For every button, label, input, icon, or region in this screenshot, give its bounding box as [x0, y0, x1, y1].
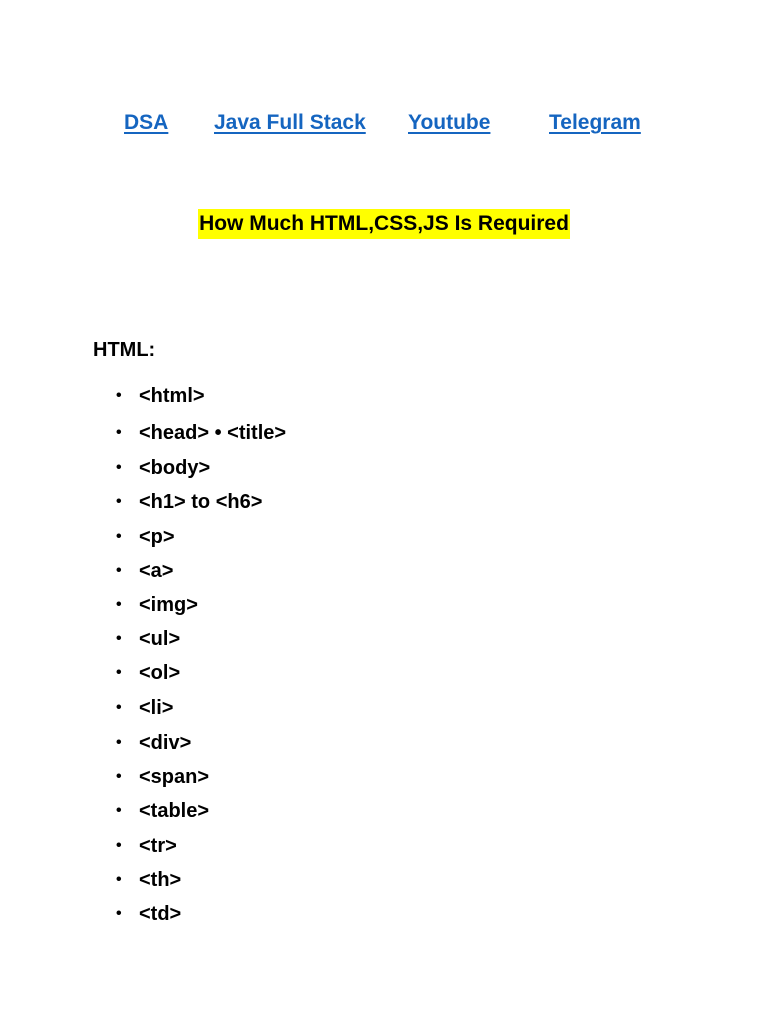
list-item — [116, 900, 181, 928]
list-item-text: <body> — [139, 457, 211, 479]
title-container — [0, 209, 768, 239]
list-item-text: <html> — [139, 385, 205, 407]
list-item-text: <ol> — [139, 662, 181, 684]
bullet-icon: • — [116, 493, 122, 510]
list-item — [116, 591, 198, 619]
list-item — [116, 523, 175, 551]
list-item — [116, 488, 262, 516]
list-item-text: <h1> to <h6> — [139, 491, 263, 513]
list-item-text: <li> — [139, 697, 174, 719]
list-item — [116, 454, 210, 482]
list-item — [116, 659, 180, 687]
bullet-icon: • — [116, 768, 122, 785]
list-item-text: <p> — [139, 526, 175, 548]
list-item-text: <div> — [139, 732, 192, 754]
html-section-heading: HTML: — [93, 339, 156, 361]
nav-link-dsa[interactable]: DSA — [124, 111, 169, 134]
list-item — [116, 694, 173, 722]
bullet-icon: • — [116, 596, 122, 613]
page-title: How Much HTML,CSS,JS Is Required — [198, 209, 570, 239]
bullet-icon: • — [116, 871, 122, 888]
list-item — [116, 763, 209, 791]
list-item-text: <td> — [139, 903, 182, 925]
list-item-text: <a> — [139, 560, 174, 582]
list-item-text: <th> — [139, 869, 182, 891]
list-item — [116, 832, 177, 860]
list-item — [116, 797, 209, 825]
list-item-text: <tr> — [139, 835, 177, 857]
list-item-text: <ul> — [139, 628, 181, 650]
bullet-icon: • — [116, 528, 122, 545]
list-item — [116, 866, 181, 894]
list-item — [116, 729, 191, 757]
nav-link-telegram[interactable]: Telegram — [549, 111, 641, 134]
bullet-icon: • — [116, 837, 122, 854]
bullet-icon: • — [116, 905, 122, 922]
bullet-icon: • — [116, 387, 122, 404]
bullet-icon: • — [116, 699, 122, 716]
list-item — [116, 557, 173, 585]
list-item-text: <head> • <title> — [139, 422, 287, 444]
bullet-icon: • — [116, 802, 122, 819]
bullet-icon: • — [116, 459, 122, 476]
bullet-icon: • — [116, 664, 122, 681]
bullet-icon: • — [116, 630, 122, 647]
nav-link-youtube[interactable]: Youtube — [408, 111, 491, 134]
list-item-text: <span> — [139, 766, 210, 788]
list-item — [116, 625, 180, 653]
bullet-icon: • — [116, 424, 122, 441]
nav-link-java-full-stack[interactable]: Java Full Stack — [214, 111, 366, 134]
list-item — [116, 382, 205, 410]
list-item-text: <img> — [139, 594, 198, 616]
bullet-icon: • — [116, 562, 122, 579]
bullet-icon: • — [116, 734, 122, 751]
list-item-text: <table> — [139, 800, 210, 822]
list-item — [116, 419, 286, 447]
